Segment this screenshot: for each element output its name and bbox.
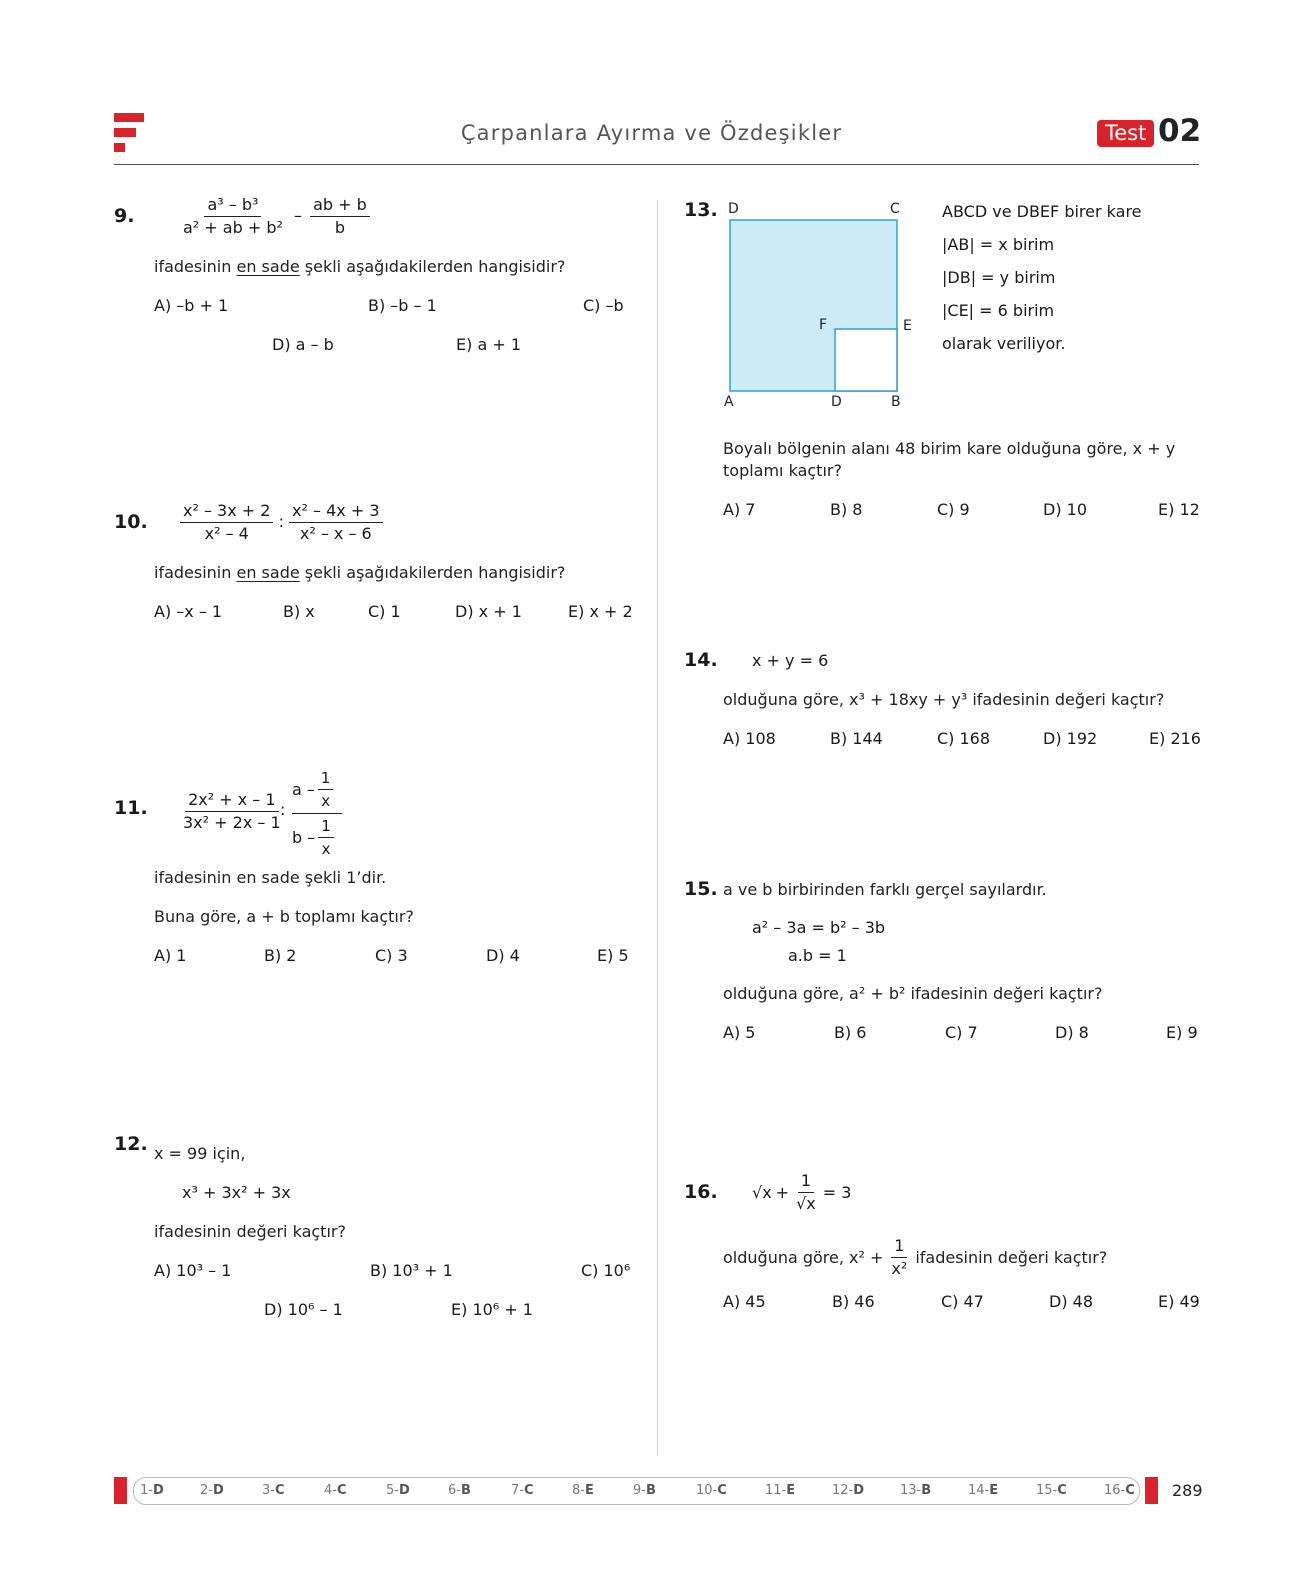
answer-key-number: 10- <box>696 1483 718 1498</box>
q16-option-e[interactable]: E) 49 <box>1158 1292 1200 1311</box>
q11-frac1 <box>180 789 284 834</box>
answer-key-item <box>262 1483 285 1498</box>
column-divider <box>657 200 658 1455</box>
q13-label-d-top: D <box>728 201 739 217</box>
q11-bot-var: b – <box>292 828 316 847</box>
answer-key-item <box>140 1483 164 1498</box>
q13-given-3: |DB| = y birim <box>942 268 1056 287</box>
answer-key-item <box>324 1483 347 1498</box>
answer-key-item <box>696 1483 727 1498</box>
answer-key-number: 1- <box>140 1483 153 1498</box>
q14-stem: olduğuna göre, x³ + 18xy + y³ ifadesinin değeri kaçtır? <box>723 690 1165 709</box>
question-number: 13. <box>684 199 718 221</box>
q10-divide: : <box>278 512 284 531</box>
answer-key-letter: D <box>398 1483 410 1498</box>
q12-option-c[interactable]: C) 10⁶ <box>581 1261 631 1280</box>
q16-stem-pre: olduğuna göre, x² + <box>723 1248 884 1267</box>
q13-option-a[interactable]: A) 7 <box>723 500 756 519</box>
q10-option-c[interactable]: C) 1 <box>368 602 401 621</box>
q9-minus: – <box>294 206 302 225</box>
answer-key-item <box>900 1483 931 1498</box>
answer-key-letter: E <box>584 1483 594 1498</box>
q16-equation <box>752 1170 851 1215</box>
answer-key-number: 11- <box>765 1483 787 1498</box>
answer-key-number: 7- <box>511 1483 524 1498</box>
answer-key-number: 12- <box>832 1483 854 1498</box>
q10-expression <box>180 500 383 545</box>
q13-given-4: |CE| = 6 birim <box>942 301 1055 320</box>
q9-option-d[interactable]: D) a – b <box>272 335 334 354</box>
q14-option-e[interactable]: E) 216 <box>1149 729 1201 748</box>
q11-top-one: 1 <box>318 767 334 790</box>
footer-red-block-right <box>1145 1477 1158 1504</box>
q13-label-f: F <box>819 317 828 333</box>
q13-label-b: B <box>891 394 901 410</box>
page-title: Çarpanlara Ayırma ve Özdeşikler <box>460 121 843 145</box>
question-number: 11. <box>114 797 148 819</box>
answer-key-number: 14- <box>968 1483 990 1498</box>
q11-option-d[interactable]: D) 4 <box>486 946 520 965</box>
answer-key-number: 2- <box>200 1483 213 1498</box>
answer-key-item <box>832 1483 864 1498</box>
q14-option-d[interactable]: D) 192 <box>1043 729 1098 748</box>
q9-frac2-num: ab + b <box>310 194 370 217</box>
answer-key-letter: E <box>989 1483 999 1498</box>
q10-frac2-den: x² – x – 6 <box>299 524 372 543</box>
q13-option-e[interactable]: E) 12 <box>1158 500 1200 519</box>
q10-frac2-num: x² – 4x + 3 <box>289 500 382 523</box>
q14-given: x + y = 6 <box>752 651 829 670</box>
answer-key-letter: B <box>645 1483 656 1498</box>
q14-option-a[interactable]: A) 108 <box>723 729 776 748</box>
q16-stem-frac-num: 1 <box>891 1235 907 1258</box>
answer-key-number: 5- <box>386 1483 399 1498</box>
q13-option-b[interactable]: B) 8 <box>830 500 863 519</box>
answer-key-letter: D <box>152 1483 164 1498</box>
answer-key-number: 16- <box>1104 1483 1126 1498</box>
question-number: 9. <box>114 205 135 227</box>
q13-given-1: ABCD ve DBEF birer kare <box>942 202 1142 221</box>
answer-key-item <box>1036 1483 1067 1498</box>
q10-stem: ifadesinin en sade şekli aşağıdakilerden hangisidir? <box>154 563 566 582</box>
answer-key-letter: C <box>717 1483 727 1498</box>
answer-key-letter: D <box>853 1483 865 1498</box>
q12-stem: ifadesinin değeri kaçtır? <box>154 1222 346 1241</box>
q11-frac1-num: 2x² + x – 1 <box>185 789 278 812</box>
q9-frac1-num: a³ – b³ <box>204 194 261 217</box>
answer-key-letter: D <box>212 1483 224 1498</box>
q9-frac2-den: b <box>334 218 346 237</box>
answer-key-letter: E <box>786 1483 796 1498</box>
q12-intro: x = 99 için, <box>154 1144 246 1163</box>
answer-key-number: 6- <box>448 1483 461 1498</box>
q11-bot-one: 1 <box>318 815 334 838</box>
answer-key-number: 4- <box>324 1483 337 1498</box>
q15-stem: olduğuna göre, a² + b² ifadesinin değeri kaçtır? <box>723 984 1103 1003</box>
answer-key-number: 13- <box>900 1483 922 1498</box>
answer-key-letter: C <box>336 1483 347 1498</box>
q9-option-c[interactable]: C) –b <box>583 296 624 315</box>
q12-expression: x³ + 3x² + 3x <box>182 1183 291 1202</box>
q12-option-b[interactable]: B) 10³ + 1 <box>370 1261 453 1280</box>
q15-option-a[interactable]: A) 5 <box>723 1023 756 1042</box>
question-number: 15. <box>684 878 718 900</box>
q12-option-a[interactable]: A) 10³ – 1 <box>154 1261 232 1280</box>
q9-option-e[interactable]: E) a + 1 <box>456 335 521 354</box>
q10-option-b[interactable]: B) x <box>283 602 315 621</box>
q11-frac1-den: 3x² + 2x – 1 <box>183 813 281 832</box>
answer-key-number: 15- <box>1036 1483 1058 1498</box>
q15-intro: a ve b birbirinden farklı gerçel sayılardır. <box>723 880 1047 899</box>
q10-option-e[interactable]: E) x + 2 <box>568 602 633 621</box>
q13-label-e: E <box>903 318 912 334</box>
question-number: 12. <box>114 1133 148 1155</box>
q16-option-b[interactable]: B) 46 <box>832 1292 875 1311</box>
q9-stem: ifadesinin en sade şekli aşağıdakilerden hangisidir? <box>154 257 566 276</box>
q15-option-d[interactable]: D) 8 <box>1055 1023 1089 1042</box>
test-badge: Test <box>1097 120 1154 147</box>
answer-key-letter: B <box>460 1483 471 1498</box>
q11-stem: Buna göre, a + b toplamı kaçtır? <box>154 907 414 926</box>
answer-key-item <box>633 1483 656 1498</box>
test-number: 02 <box>1158 113 1202 149</box>
q13-square-diagram <box>716 195 916 415</box>
question-number: 10. <box>114 511 148 533</box>
answer-key-item <box>448 1483 471 1498</box>
answer-key-item <box>968 1483 998 1498</box>
answer-key-number: 9- <box>633 1483 646 1498</box>
q9-option-b[interactable]: B) –b – 1 <box>368 296 437 315</box>
q16-option-d[interactable]: D) 48 <box>1049 1292 1094 1311</box>
q13-given-2: |AB| = x birim <box>942 235 1055 254</box>
header-divider <box>114 164 1199 165</box>
q9-frac1-den: a² + ab + b² <box>183 218 283 237</box>
answer-key-letter: B <box>921 1483 932 1498</box>
q12-option-d[interactable]: D) 10⁶ – 1 <box>264 1300 343 1319</box>
q16-stem-frac-den: x² <box>891 1259 908 1278</box>
q12-option-e[interactable]: E) 10⁶ + 1 <box>451 1300 533 1319</box>
answer-key-letter: C <box>1057 1483 1067 1498</box>
q11-option-b[interactable]: B) 2 <box>264 946 297 965</box>
q13-label-c: C <box>890 201 900 217</box>
answer-key-item <box>511 1483 534 1498</box>
answer-key-item <box>200 1483 224 1498</box>
q13-stem-line1: Boyalı bölgenin alanı 48 birim kare olduğuna göre, x + y <box>723 439 1176 458</box>
question-number: 14. <box>684 649 718 671</box>
q14-option-b[interactable]: B) 144 <box>830 729 883 748</box>
q15-option-e[interactable]: E) 9 <box>1166 1023 1198 1042</box>
q15-equation-2: a.b = 1 <box>788 946 847 965</box>
q9-option-a[interactable]: A) –b + 1 <box>154 296 229 315</box>
answer-key-number: 3- <box>262 1483 275 1498</box>
q16-option-a[interactable]: A) 45 <box>723 1292 766 1311</box>
q13-label-d-bottom: D <box>831 394 842 410</box>
q15-equation-1: a² – 3a = b² – 3b <box>752 918 886 937</box>
q11-option-e[interactable]: E) 5 <box>597 946 629 965</box>
answer-key-item <box>765 1483 795 1498</box>
q11-option-c[interactable]: C) 3 <box>375 946 408 965</box>
footer-red-block-left <box>114 1477 127 1504</box>
q11-top-var: a – <box>292 780 315 799</box>
q10-frac1-den: x² – 4 <box>204 524 249 543</box>
q16-stem <box>723 1235 1107 1280</box>
page-number: 289 <box>1172 1481 1203 1500</box>
q14-option-c[interactable]: C) 168 <box>937 729 991 748</box>
q10-frac1-num: x² – 3x + 2 <box>180 500 273 523</box>
q13-option-d[interactable]: D) 10 <box>1043 500 1088 519</box>
q13-label-a: A <box>724 394 734 410</box>
q16-option-c[interactable]: C) 47 <box>941 1292 984 1311</box>
q10-option-a[interactable]: A) –x – 1 <box>154 602 223 621</box>
q16-plus: + <box>775 1183 790 1202</box>
q13-given-5: olarak veriliyor. <box>942 334 1066 353</box>
answer-key-letter: C <box>274 1483 285 1498</box>
q11-bot-x: x <box>321 840 331 858</box>
answer-key-letter: C <box>523 1483 534 1498</box>
q9-expression <box>180 194 370 239</box>
q16-stem-post: ifadesinin değeri kaçtır? <box>915 1248 1108 1267</box>
q11-top-x: x <box>321 792 331 810</box>
answer-key-item <box>386 1483 410 1498</box>
answer-key-item <box>572 1483 594 1498</box>
question-number: 16. <box>684 1181 718 1203</box>
answer-key-letter: C <box>1125 1483 1135 1498</box>
answer-key-item <box>1104 1483 1135 1498</box>
q10-option-d[interactable]: D) x + 1 <box>455 602 522 621</box>
q16-frac-den: √x <box>796 1194 816 1213</box>
q13-stem-line2: toplamı kaçtır? <box>723 461 842 480</box>
q13-option-c[interactable]: C) 9 <box>937 500 970 519</box>
q16-sqrt-x: √x <box>752 1183 772 1202</box>
answer-key-number: 8- <box>572 1483 585 1498</box>
q11-complex-fraction <box>292 767 342 860</box>
q11-option-a[interactable]: A) 1 <box>154 946 187 965</box>
q11-given: ifadesinin en sade şekli 1’dir. <box>154 868 387 887</box>
q16-frac-num: 1 <box>798 1170 814 1193</box>
q15-option-c[interactable]: C) 7 <box>945 1023 978 1042</box>
q13-square-dbef <box>835 329 897 391</box>
q11-divide: : <box>280 800 286 819</box>
q15-option-b[interactable]: B) 6 <box>834 1023 867 1042</box>
q16-rhs: = 3 <box>822 1183 852 1202</box>
